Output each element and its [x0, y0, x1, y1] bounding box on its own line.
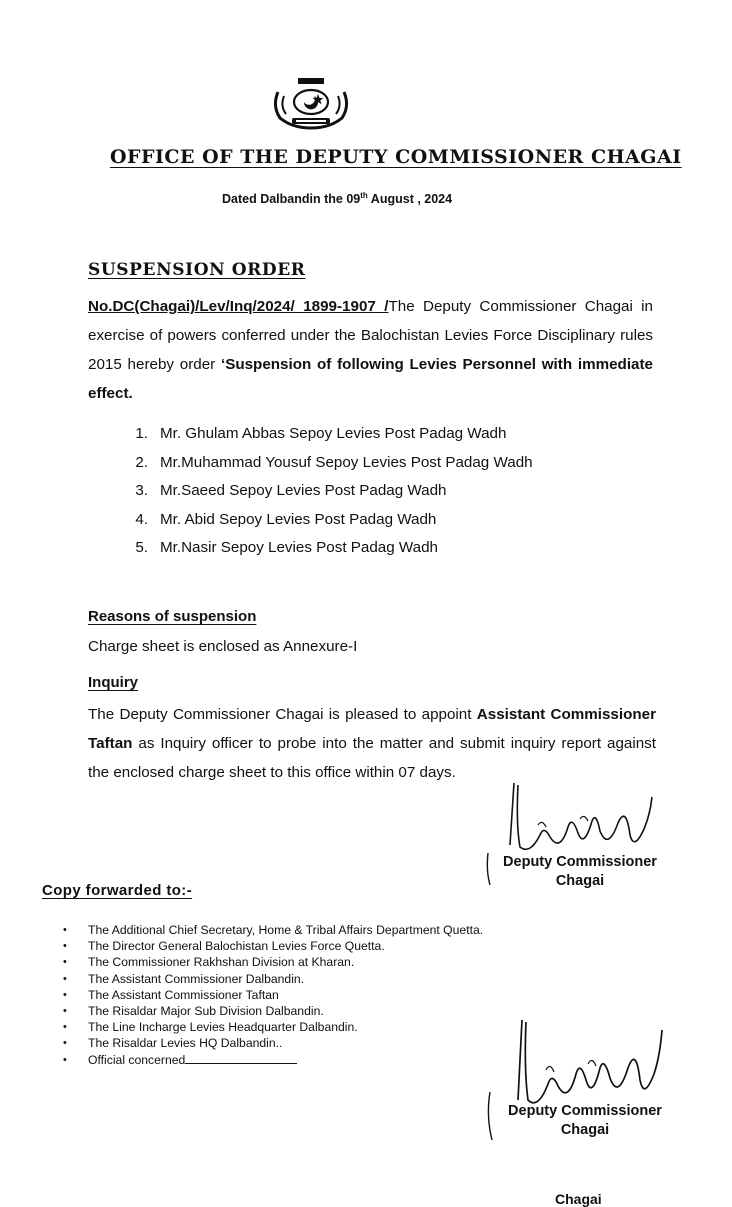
personnel-list: [118, 420, 638, 563]
inquiry-text-end: as Inquiry officer to probe into the matter and submit inquiry report against the enclosed charge sheet to this office within 07 days.: [88, 735, 656, 781]
inquiry-paragraph: [88, 700, 656, 787]
signatory-place: Chagai: [560, 1122, 610, 1138]
list-text: Official concerned: [88, 1052, 186, 1067]
inquiry-officer: Assistant Commissioner Taftan: [88, 706, 656, 752]
dated-suffix: August , 2024: [367, 192, 453, 207]
list-text: The Director General Balochistan Levies Force Quetta.: [88, 939, 385, 954]
dated-prefix: Dated Dalbandin the 09: [222, 192, 361, 207]
list-text: Mr.Muhammad Yousuf Sepoy Levies Post Padag Wadh: [160, 453, 533, 471]
reasons-text: Charge sheet is enclosed as Annexure-I: [88, 638, 358, 655]
list-number: 4.: [135, 510, 148, 528]
signatory-place: Chagai: [555, 873, 605, 889]
bullet: •: [63, 1053, 67, 1066]
list-item: [118, 506, 638, 535]
list-item: [60, 922, 580, 938]
list-text: Mr. Abid Sepoy Levies Post Padag Wadh: [160, 510, 437, 528]
blank-line: [185, 1052, 297, 1064]
list-item: [118, 420, 638, 449]
list-item: [60, 954, 580, 970]
order-paragraph: [88, 292, 653, 408]
list-text: The Assistant Commissioner Dalbandin.: [88, 971, 305, 986]
bullet: •: [63, 940, 67, 953]
list-item: [60, 971, 580, 987]
reasons-heading: Reasons of suspension: [88, 608, 257, 625]
list-item: [118, 477, 638, 506]
list-number: 3.: [135, 482, 148, 499]
signature-block-2: [500, 1102, 670, 1140]
list-text: The Additional Chief Secretary, Home & Tribal Affairs Department Quetta.: [88, 923, 484, 937]
dated-superscript: th: [360, 191, 368, 200]
list-number: 1.: [135, 425, 148, 442]
footer-partial-text: Chagai: [555, 1191, 602, 1207]
list-item: [60, 938, 580, 954]
list-text: Mr.Saeed Sepoy Levies Post Padag Wadh: [160, 482, 447, 499]
bullet: •: [63, 924, 67, 936]
list-text: The Commissioner Rakhshan Division at Kharan.: [88, 955, 355, 970]
list-text: The Line Incharge Levies Headquarter Dalbandin.: [88, 1020, 358, 1035]
list-item: [118, 534, 638, 563]
order-reference-number: No.DC(Chagai)/Lev/Inq/2024/_1899-1907_/: [88, 298, 389, 315]
signatory-title: Deputy Commissioner: [503, 854, 657, 870]
list-text: The Risaldar Major Sub Division Dalbandin.: [88, 1003, 324, 1018]
bullet: •: [63, 1004, 67, 1017]
bullet: •: [63, 956, 67, 969]
list-text: The Assistant Commissioner Taftan: [88, 987, 279, 1002]
order-heading: SUSPENSION ORDER: [88, 260, 306, 280]
list-number: 2.: [135, 453, 148, 471]
copy-forwarded-heading: Copy forwarded to:-: [42, 882, 193, 899]
list-text: The Risaldar Levies HQ Dalbandin..: [88, 1036, 283, 1051]
list-item: [118, 449, 638, 478]
bullet: •: [63, 972, 67, 985]
government-emblem-icon: [268, 72, 354, 132]
list-text: Mr.Nasir Sepoy Levies Post Padag Wadh: [160, 539, 439, 556]
dated-line: [222, 191, 452, 206]
inquiry-heading: Inquiry: [88, 674, 139, 691]
list-number: 5.: [135, 539, 148, 556]
bullet: •: [63, 1021, 67, 1034]
office-title: OFFICE OF THE DEPUTY COMMISSIONER CHAGAI: [110, 146, 682, 168]
bullet: •: [63, 988, 67, 1001]
bullet: •: [63, 1037, 67, 1050]
order-body-bold: ‘Suspension of following Levies Personnel with immediate effect.: [88, 356, 653, 402]
list-text: Mr. Ghulam Abbas Sepoy Levies Post Padag Wadh: [160, 425, 507, 442]
order-body-text: The Deputy Commissioner Chagai in exercise of powers conferred under the Balochistan Levies Force Disciplinary rules 2015 hereby order: [88, 298, 653, 373]
inquiry-text-start: The Deputy Commissioner Chagai is pleased to appoint: [88, 706, 477, 723]
signatory-title: Deputy Commissioner: [508, 1103, 662, 1119]
signature-block-1: [495, 853, 665, 891]
